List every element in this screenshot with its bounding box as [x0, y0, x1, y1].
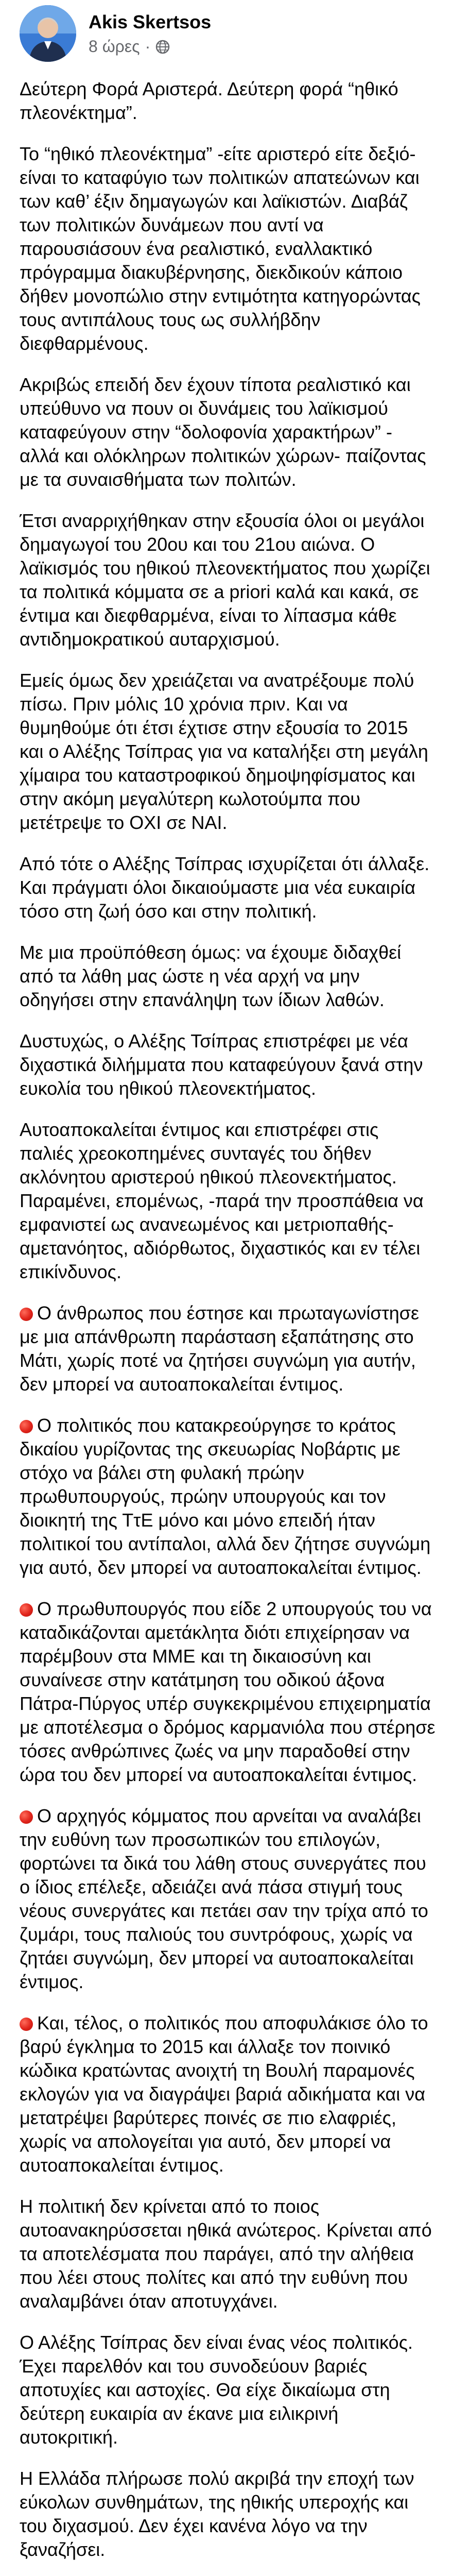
post-paragraph [20, 2467, 437, 2562]
globe-icon [155, 40, 170, 54]
paragraph-text: Και, τέλος, ο πολιτικός που αποφυλάκισε όλο το βαρύ έγκλημα το 2015 και άλλαξε τον ποινικό κώδικα κρατώντας ανοιχτή τη Βουλή παραμονές εκλογών για να διαγράψει βαριά αδικήματα και να μετατρέψει βαρύτερες ποινές σε πιο ελαφριές, χωρίς να απολογείται για αυτό, δεν μπορεί να αυτοαποκαλείται έντιμος. [20, 2012, 428, 2176]
post-header [0, 0, 453, 72]
post-paragraph [20, 509, 437, 651]
post-paragraph [20, 1118, 437, 1284]
post-paragraph [20, 669, 437, 835]
red-circle-icon [20, 1810, 33, 1824]
red-circle-icon [20, 1308, 33, 1321]
paragraph-text: Ο Αλέξης Τσίπρας δεν είναι ένας νέος πολιτικός. Έχει παρελθόν και του συνοδεύουν βαριές αποτυχίες και αστοχίες. Θα είχε δικαίωμα στη δεύτερη ευκαιρία αν έκανε μια ειλικρινή αυτοκριτική. [20, 2332, 413, 2448]
paragraph-text: Το “ηθικό πλεονέκτημα” -είτε αριστερό είτε δεξιό- είναι το καταφύγιο των πολιτικών απατεώνων και των καθ’ έξιν δημαγωγών και λαϊκιστών. Διαβάζ των πολιτικών δυνάμεων που αντί να παρουσιάσουν ένα ρεαλιστικό, εναλλακτικό πρόγραμμα διακυβέρνησης, διεκδικούν κάποιο δήθεν μονοπώλιο στην εντιμότητα κατηγορώντας τους αντιπάλους τους ως συλλήβδην διεφθαρμένους. [20, 143, 421, 354]
paragraph-text: Αυτοαποκαλείται έντιμος και επιστρέφει στις παλιές χρεοκοπημένες συνταγές του δήθεν ακλόνητου αριστερού ηθικού πλεονεκτήματος. Παραμένει, επομένως, -παρά την προσπάθεια να εμφανιστεί ως ανανεωμένος και μετριοπαθής-αμετανόητος, αδιόρθωτος, διχαστικός και εν τέλει επικίνδυνος. [20, 1119, 424, 1282]
paragraph-text: Ο πολιτικός που κατακρεούργησε το κράτος δικαίου γυρίζοντας της σκευωρίας Νοβάρτις με στόχο να βάλει στη φυλακή πρώην πρωθυπουργούς, πρώην υπουργούς και τον διοικητή της ΤτΕ μόνο και μόνο επειδή ήταν πολιτικοί του αντίπαλοι, αλλά δεν ζήτησε συγνώμη για αυτό, δεν μπορεί να αυτοαποκαλείται έντιμος. [20, 1415, 431, 1578]
paragraph-text: Ο πρωθυπουργός που είδε 2 υπουργούς του να καταδικάζονται αμετάκλητα διότι επιχείρησαν να παρέμβουν στα ΜΜΕ και τη δικαιοσύνη και συναίνεσε στην κατάτμηση του οδικού άξονα Πάτρα-Πύργος υπέρ συγκεκριμένου επιχειρηματία με αποτέλεσμα ο δρόμος καρμανιόλα που στέρησε τόσες ανθρώπινες ζωές να μην παραδοθεί στην ώρα του δεν μπορεί να αυτοαποκαλείται έντιμος. [20, 1598, 435, 1785]
post-paragraph [20, 852, 437, 923]
red-circle-icon [20, 2018, 33, 2031]
paragraph-text: Η πολιτική δεν κρίνεται από το ποιος αυτοανακηρύσσεται ηθικά ανώτερος. Κρίνεται από τα αποτελέσματα που παράγει, από την αλήθεια που λέει στους πολίτες και από την ευθύνη που αναλαμβάνει όταν αποτυγχάνει. [20, 2196, 432, 2312]
post-bullet-paragraph [20, 1804, 437, 1994]
paragraph-text: Με μια προϋπόθεση όμως: να έχουμε διδαχθεί από τα λάθη μας ώστε η νέα αρχή να μην οδηγήσει στην επανάληψη των ίδιων λαθών. [20, 942, 402, 1010]
post-paragraph [20, 373, 437, 492]
author-name[interactable]: Akis Skertsos [89, 11, 212, 32]
post-time[interactable]: 8 ώρες [89, 37, 140, 56]
post-body [20, 77, 437, 2576]
post-paragraph [20, 142, 437, 355]
paragraph-text: Από τότε ο Αλέξης Τσίπρας ισχυρίζεται ότι άλλαξε. Και πράγματι όλοι δικαιούμαστε μια νέα ευκαιρία τόσο στη ζωή όσο και στην πολιτική. [20, 853, 430, 922]
post-meta [89, 37, 170, 56]
post-paragraph [20, 941, 437, 1012]
post-paragraph [20, 1029, 437, 1100]
meta-separator: · [145, 37, 151, 56]
post-bullet-paragraph [20, 1414, 437, 1580]
post-bullet-paragraph [20, 2011, 437, 2177]
paragraph-text: Εμείς όμως δεν χρειάζεται να ανατρέξουμε πολύ πίσω. Πριν μόλις 10 χρόνια πριν. Και να θυμηθούμε ότι έτσι έχτισε στην εξουσία το 2015 και ο Αλέξης Τσίπρας για να καταλήξει στη μεγάλη χίμαιρα του καταστροφικού δημοψηφίσματος και στην ακόμη μεγαλύτερη κωλοτούμπα που μετέτρεψε το ΟΧΙ σε ΝΑΙ. [20, 670, 428, 833]
post-bullet-paragraph [20, 1301, 437, 1396]
avatar-portrait-icon [20, 5, 76, 62]
post-paragraph [20, 77, 437, 125]
red-circle-icon [20, 1420, 33, 1433]
paragraph-text: Δεύτερη Φορά Αριστερά. Δεύτερη φορά “ηθικό πλεονέκτημα”. [20, 78, 398, 123]
paragraph-text: Ακριβώς επειδή δεν έχουν τίποτα ρεαλιστικό και υπεύθυνο να πουν οι δυνάμεις του λαϊκισμού καταφεύγουν στην “δολοφονία χαρακτήρων” - αλλά και ολόκληρων πολιτικών χώρων- παίζοντας με τα συναισθήματα των πολιτών. [20, 374, 426, 490]
paragraph-text: Η Ελλάδα πλήρωσε πολύ ακριβά την εποχή των εύκολων συνθημάτων, της ηθικής υπεροχής και του διχασμού. Δεν έχει κανένα λόγο να την ξαναζήσει. [20, 2468, 414, 2560]
paragraph-text: Ο αρχηγός κόμματος που αρνείται να αναλάβει την ευθύνη των προσωπικών του επιλογών, φορτώνει τα δικά του λάθη στους συνεργάτες που ο ίδιος επέλεξε, αδειάζει ανά πάσα στιγμή τους νέους συνεργάτες και πετάει σαν την τρίχα από το ζυμάρι, τους παλιούς του συντρόφους, χωρίς να ζητάει συγνώμη, δεν μπορεί να αυτοαποκαλείται έντιμος. [20, 1805, 428, 1992]
author-avatar[interactable] [20, 5, 76, 62]
red-circle-icon [20, 1603, 33, 1617]
paragraph-text: Ο άνθρωπος που έστησε και πρωταγωνίστησε με μια απάνθρωπη παράσταση εξαπάτησης στο Μάτι, χωρίς ποτέ να ζητήσει συγνώμη για αυτήν, δεν μπορεί να αυτοαποκαλείται έντιμος. [20, 1302, 420, 1395]
post-paragraph [20, 2331, 437, 2449]
post-bullet-paragraph [20, 1597, 437, 1787]
paragraph-text: Δυστυχώς, ο Αλέξης Τσίπρας επιστρέφει με νέα διχαστικά διλήμματα που καταφεύγουν ξανά στην ευκολία του ηθικού πλεονεκτήματος. [20, 1030, 423, 1099]
paragraph-text: Έτσι αναρριχήθηκαν στην εξουσία όλοι οι μεγάλοι δημαγωγοί του 20ου και του 21ου αιώνα. Ο λαϊκισμός του ηθικού πλεονεκτήματος που χωρίζει τα πολιτικά κόμματα σε a priori καλά και κακά, σε έντιμα και διεφθαρμένα, είναι το λίπασμα κάθε αντιδημοκρατικού αυταρχισμού. [20, 510, 430, 650]
post-paragraph [20, 2195, 437, 2313]
